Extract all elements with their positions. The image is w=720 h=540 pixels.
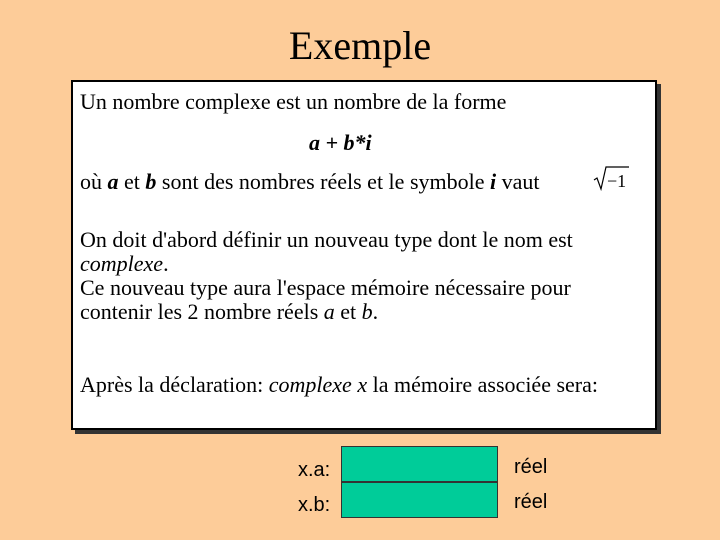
var-a: a bbox=[107, 169, 119, 194]
p1-type: complexe bbox=[80, 251, 164, 276]
memory-cell bbox=[341, 446, 498, 482]
formula: a + b*i bbox=[309, 130, 372, 155]
memory-type-label: réel bbox=[514, 456, 548, 478]
p1-c: Ce nouveau type aura l'espace mémoire nécessaire pour contenir les 2 nombre réels bbox=[80, 275, 571, 324]
paragraph-type-definition bbox=[80, 228, 640, 324]
var-b: b bbox=[145, 169, 157, 194]
var-i: i bbox=[490, 169, 497, 194]
where-suffix: vaut bbox=[496, 169, 540, 194]
p2-b: la mémoire associée sera: bbox=[367, 372, 598, 397]
sqrt-symbol bbox=[593, 165, 629, 191]
p1-end: . bbox=[372, 299, 379, 324]
p1-b: . bbox=[163, 251, 169, 276]
p1-a: On doit d'abord définir un nouveau type dont le nom est bbox=[80, 227, 573, 252]
memory-field-label: x.a: bbox=[298, 459, 331, 481]
memory-type-label: réel bbox=[514, 491, 548, 513]
definition-line bbox=[80, 170, 540, 194]
where-prefix: où bbox=[80, 169, 108, 194]
content-box bbox=[71, 80, 657, 430]
p1-var-a: a bbox=[323, 299, 335, 324]
sqrt-value: −1 bbox=[607, 171, 627, 191]
p1-et: et bbox=[334, 299, 362, 324]
where-middle: sont des nombres réels et le symbole bbox=[156, 169, 490, 194]
paragraph-declaration bbox=[80, 373, 640, 397]
memory-field-label: x.b: bbox=[298, 494, 331, 516]
p1-var-b: b bbox=[361, 299, 373, 324]
p2-a: Après la déclaration: bbox=[80, 372, 269, 397]
p2-decl: complexe x bbox=[268, 372, 368, 397]
memory-cell bbox=[341, 482, 498, 518]
intro-text: Un nombre complexe est un nombre de la forme bbox=[80, 89, 507, 114]
et-text: et bbox=[118, 169, 146, 194]
slide-title: Exemple bbox=[288, 23, 432, 68]
